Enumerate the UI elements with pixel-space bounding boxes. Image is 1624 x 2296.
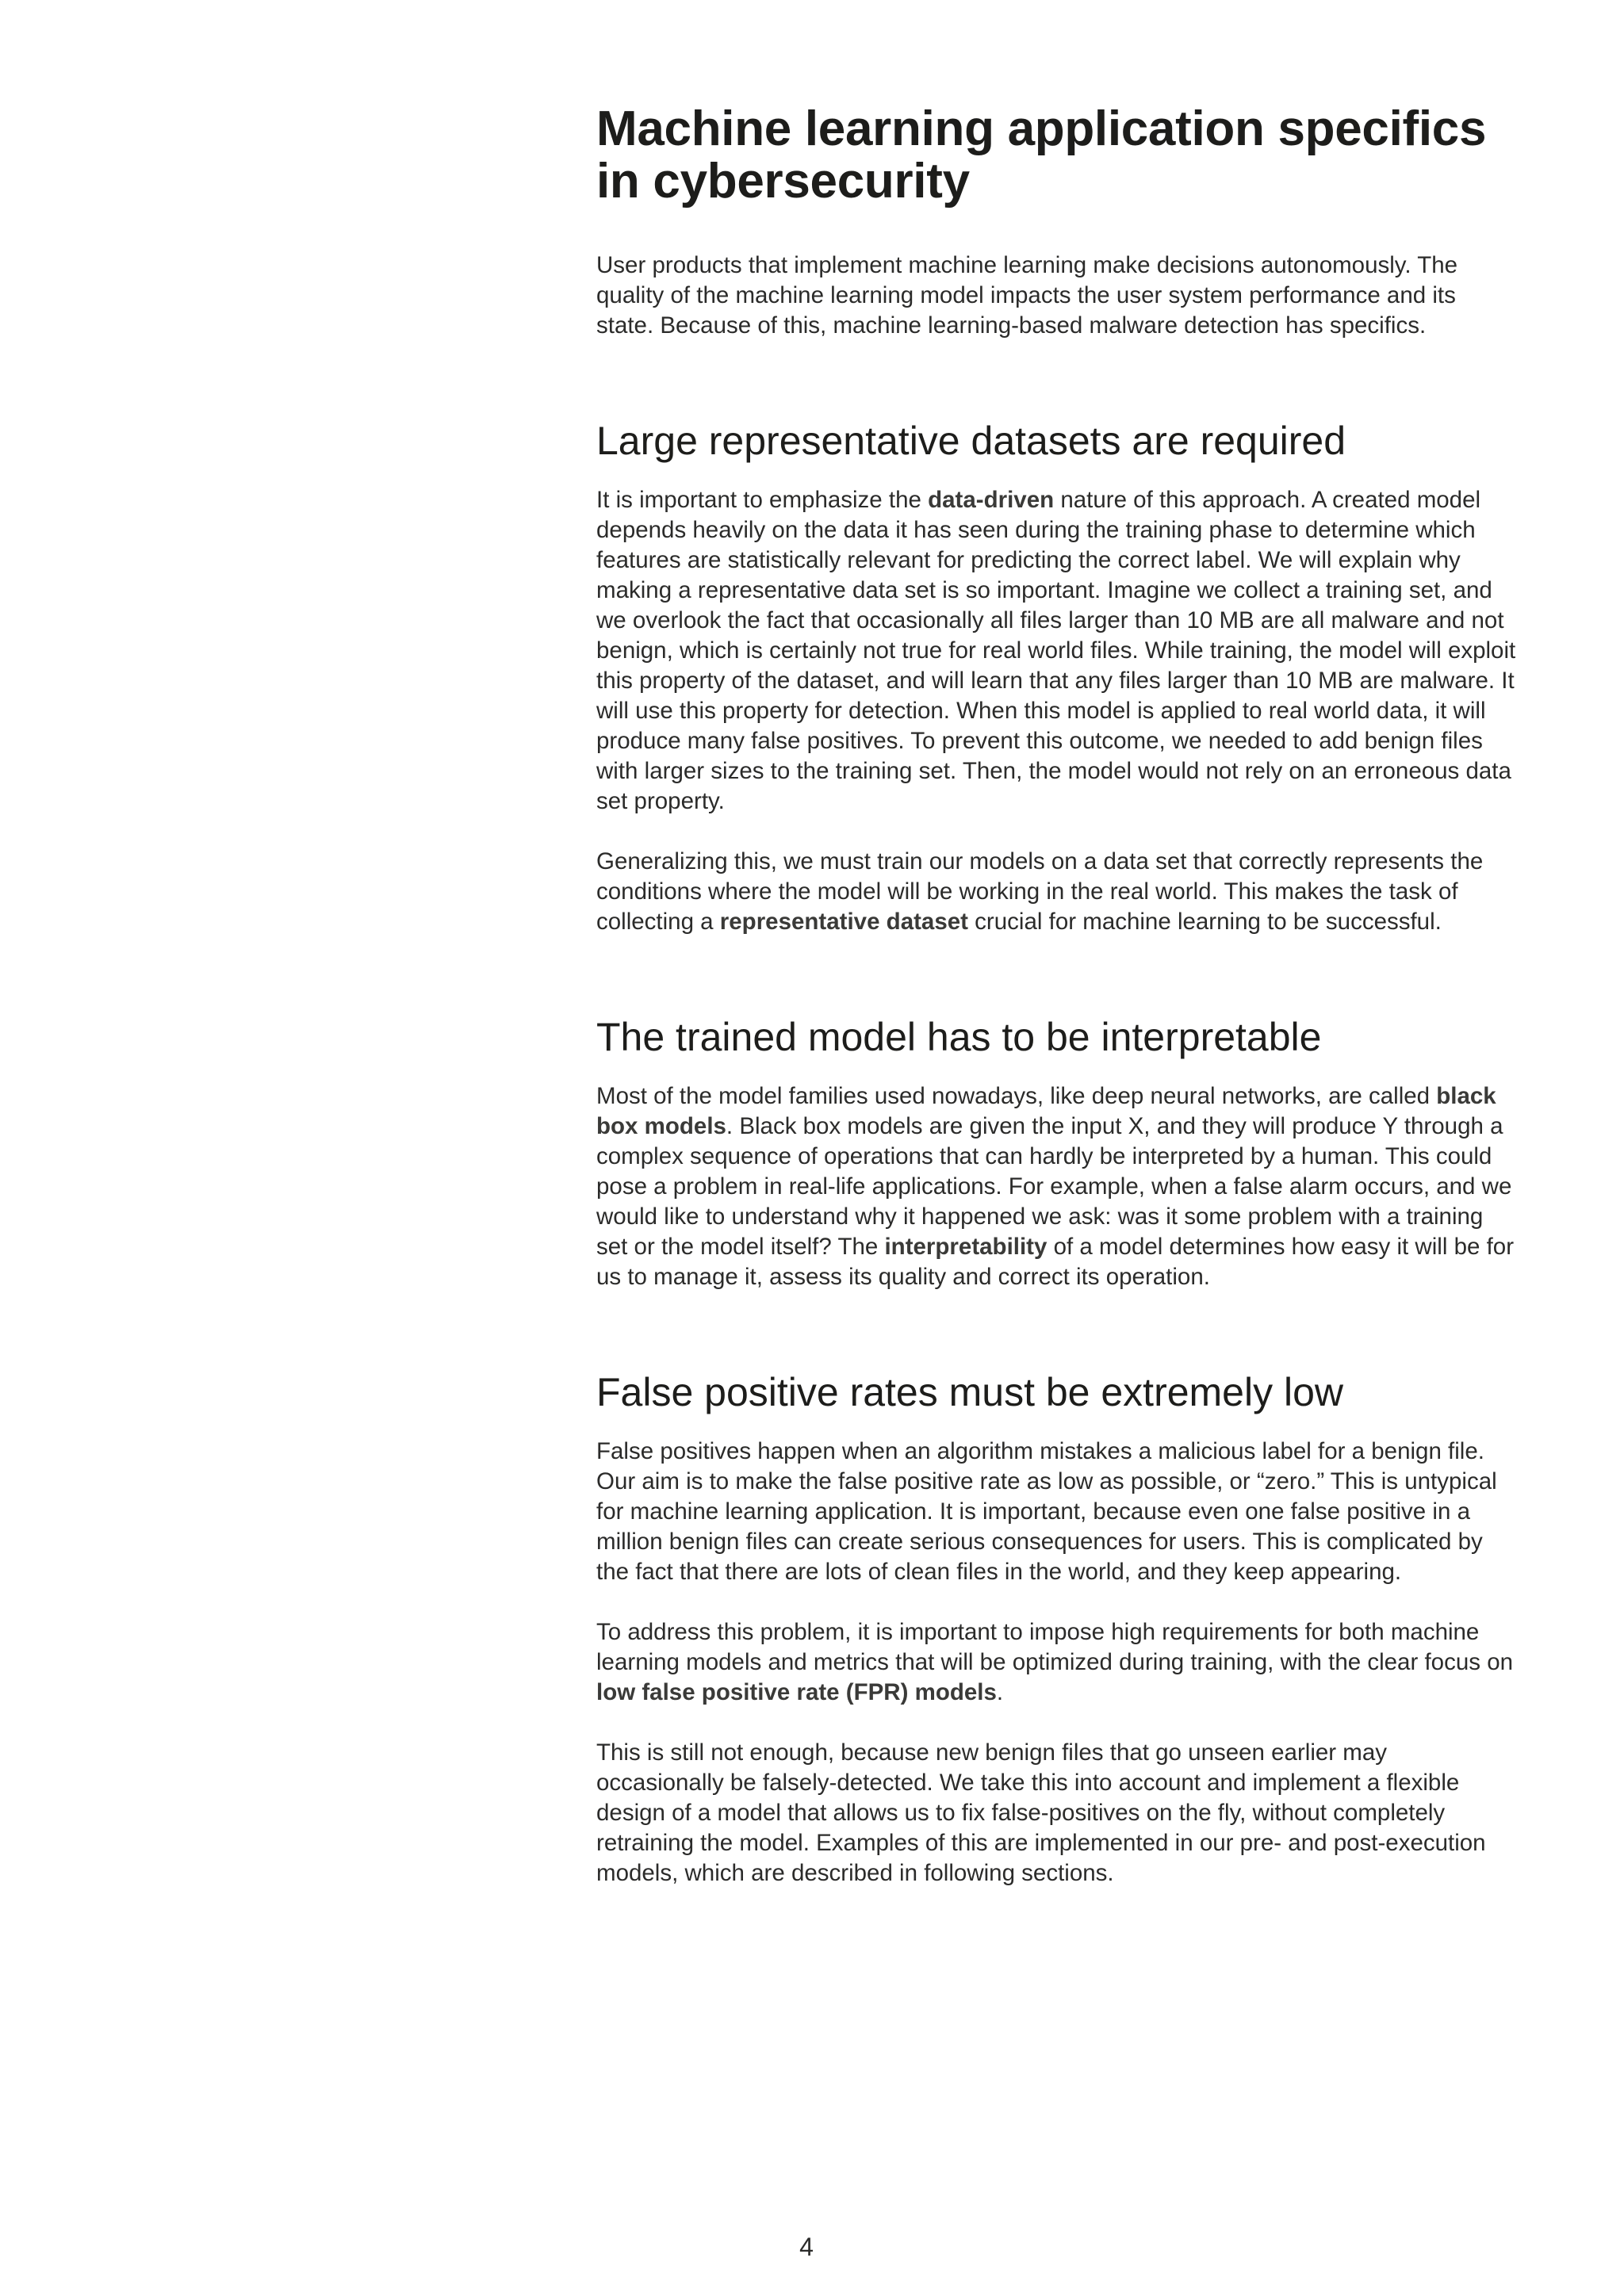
emphasis-low-fpr-models: low false positive rate (FPR) models	[596, 1679, 997, 1705]
section-heading-datasets: Large representative datasets are required	[596, 419, 1346, 463]
emphasis-representative-dataset: representative dataset	[719, 909, 968, 935]
page-title: Machine learning application specifics in cybersecurity	[596, 101, 1487, 209]
false-positives-paragraph-1: False positives happen when an algorithm mistakes a malicious label for a benign file. Our aim is to make the false positive rate as low as possible, or “zero.” This is untypical for machine learning application. It is important, because even one false positive in a million benign files can create serious consequences for users. This is complicated by the fact that there are lots of clean files in the world, and they keep appearing.	[596, 1438, 1497, 1585]
section-heading-false-positives: False positive rates must be extremely low	[596, 1370, 1344, 1414]
datasets-paragraph-2: Generalizing this, we must train our models on a data set that correctly represents the conditions where the model will be working in the real world. This makes the task of collecting a representative dataset crucial for machine learning to be successful.	[596, 848, 1484, 935]
false-positives-paragraph-2: To address this problem, it is important to impose high requirements for both machine learning models and metrics that will be optimized during training, with the clear focus on low false positive rate (FPR) models.	[596, 1619, 1514, 1705]
emphasis-black-box-models: black box models	[596, 1083, 1496, 1139]
emphasis-data-driven: data-driven	[928, 487, 1055, 513]
intro-paragraph: User products that implement machine learning make decisions autonomously. The quality of the machine learning model impacts the user system performance and its state. Because of this, machine learning-based malware detection has specifics.	[596, 252, 1458, 339]
datasets-paragraph-1: It is important to emphasize the data-driven nature of this approach. A created model depends heavily on the data it has seen during the training phase to determine which features are statistically relevant for predicting the correct label. We will explain why making a representative data set is so important. Imagine we collect a training set, and we overlook the fact that occasionally all files larger than 10 MB are all malware and not benign, which is certainly not true for real world files. While training, the model will exploit this property of the dataset, and will learn that any files larger than 10 MB are malware. It will use this property for detection. When this model is applied to real world data, it will produce many false positives. To prevent this outcome, we needed to add benign files with larger sizes to the training set. Then, the model would not rely on an erroneous data set property.	[596, 487, 1516, 814]
section-datasets	[596, 417, 1516, 937]
section-false-positives	[596, 1368, 1516, 1888]
emphasis-interpretability: interpretability	[884, 1234, 1048, 1260]
false-positives-paragraph-3: This is still not enough, because new benign files that go unseen earlier may occasionally be falsely-detected. We take this into account and implement a flexible design of a model that allows us to fix false-positives on the fly, without completely retraining the model. Examples of this are implemented in our pre- and post-execution models, which are described in following sections.	[596, 1739, 1486, 1886]
document-body	[596, 103, 1516, 1888]
section-interpretable	[596, 1013, 1516, 1292]
page-number: 4	[799, 2233, 814, 2261]
section-heading-interpretable: The trained model has to be interpretable	[596, 1015, 1322, 1059]
interpretable-paragraph-1: Most of the model families used nowadays, like deep neural networks, are called black box models. Black box models are given the input X, and they will produce Y through a complex sequence of operations that can hardly be interpreted by a human. This could pose a problem in real-life applications. For example, when a false alarm occurs, and we would like to understand why it happened we ask: was it some problem with a training set or the model itself? The interpretability of a model determines how easy it will be for us to manage it, assess its quality and correct its operation.	[596, 1083, 1515, 1290]
